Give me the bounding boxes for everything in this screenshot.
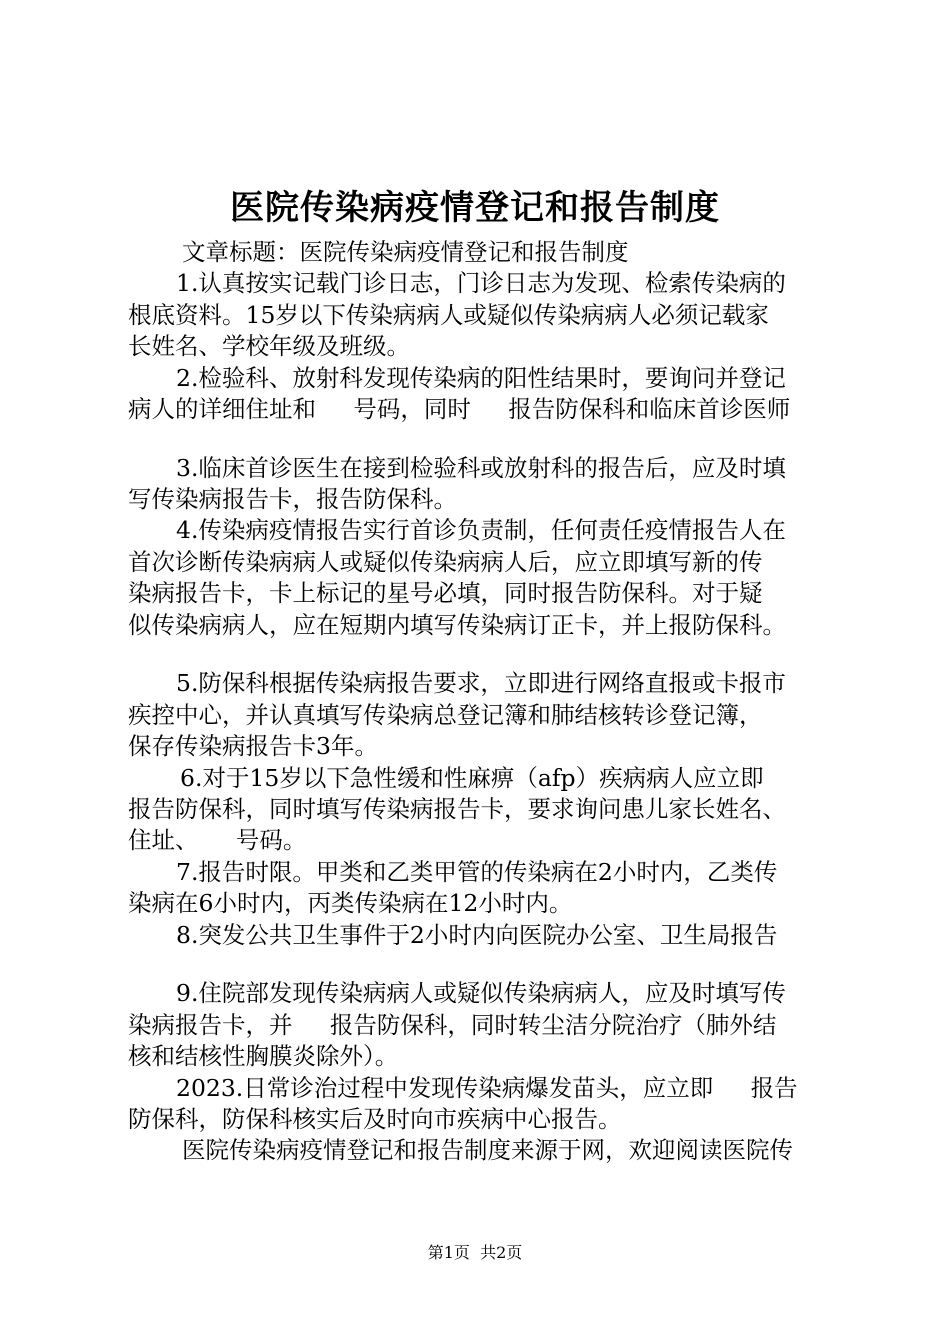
source-note-line: 医院传染病疫情登记和报告制度来源于网，欢迎阅读医院传: [182, 1136, 793, 1164]
paragraph-6-line-2: 报告防保科，同时填写传染病报告卡，要求询问患儿家长姓名、: [128, 795, 786, 823]
paragraph-4-line-3: 染病报告卡，卡上标记的星号必填，同时报告防保科。对于疑: [128, 579, 763, 607]
paragraph-6-line-3: 住址、 号码。: [128, 826, 307, 854]
paragraph-1-line-1: 1.认真按实记载门诊日志，门诊日志为发现、检索传染病的: [176, 269, 786, 297]
paragraph-3-line-1: 3.临床首诊医生在接到检验科或放射科的报告后，应及时填: [176, 454, 786, 482]
paragraph-5-line-3: 保存传染病报告卡3年。: [128, 732, 378, 760]
paragraph-3-line-2: 写传染病报告卡，报告防保科。: [128, 485, 457, 513]
paragraph-4-line-2: 首次诊断传染病病人或疑似传染病病人后，应立即填写新的传: [128, 548, 763, 576]
document-title: 医院传染病疫情登记和报告制度: [230, 188, 720, 228]
paragraph-2-line-2: 病人的详细住址和 号码，同时 报告防保科和临床首诊医师: [128, 395, 791, 423]
paragraph-5-line-1: 5.防保科根据传染病报告要求，立即进行网络直报或卡报市: [176, 669, 786, 697]
paragraph-9-line-3: 核和结核性胸膜炎除外）。: [128, 1042, 399, 1070]
paragraph-4-line-1: 4.传染病疫情报告实行首诊负责制，任何责任疫情报告人在: [176, 516, 786, 544]
article-title-line: 文章标题：医院传染病疫情登记和报告制度: [182, 238, 629, 266]
paragraph-7-line-1: 7.报告时限。甲类和乙类甲管的传染病在2小时内，乙类传: [176, 858, 778, 886]
paragraph-1-line-2: 根底资料。15岁以下传染病病人或疑似传染病病人必须记载家: [128, 301, 769, 329]
paragraph-2-line-1: 2.检验科、放射科发现传染病的阳性结果时，要询问并登记: [176, 364, 786, 392]
paragraph-10-line-1: 2023.日常诊治过程中发现传染病爆发苗头，应立即 报告: [176, 1074, 798, 1102]
paragraph-5-line-2: 疾控中心，并认真填写传染病总登记簿和肺结核转诊登记簿，: [128, 701, 763, 729]
page-footer: 第1页 共2页: [427, 1243, 523, 1262]
paragraph-10-line-2: 防保科，防保科核实后及时向市疾病中心报告。: [128, 1105, 622, 1133]
paragraph-6-line-1: 6.对于15岁以下急性缓和性麻痹（afp）疾病病人应立即: [180, 764, 764, 792]
paragraph-1-line-3: 长姓名、学校年级及班级。: [128, 332, 410, 360]
paragraph-9-line-2: 染病报告卡，并 报告防保科，同时转尘洁分院治疗（肺外结: [128, 1011, 777, 1039]
paragraph-8-line-1: 8.突发公共卫生事件于2小时内向医院办公室、卫生局报告: [176, 921, 778, 949]
paragraph-4-line-4: 似传染病病人，应在短期内填写传染病订正卡，并上报防保科。: [128, 611, 786, 639]
paragraph-7-line-2: 染病在6小时内，丙类传染病在12小时内。: [128, 889, 573, 917]
paragraph-9-line-1: 9.住院部发现传染病病人或疑似传染病病人，应及时填写传: [176, 979, 786, 1007]
